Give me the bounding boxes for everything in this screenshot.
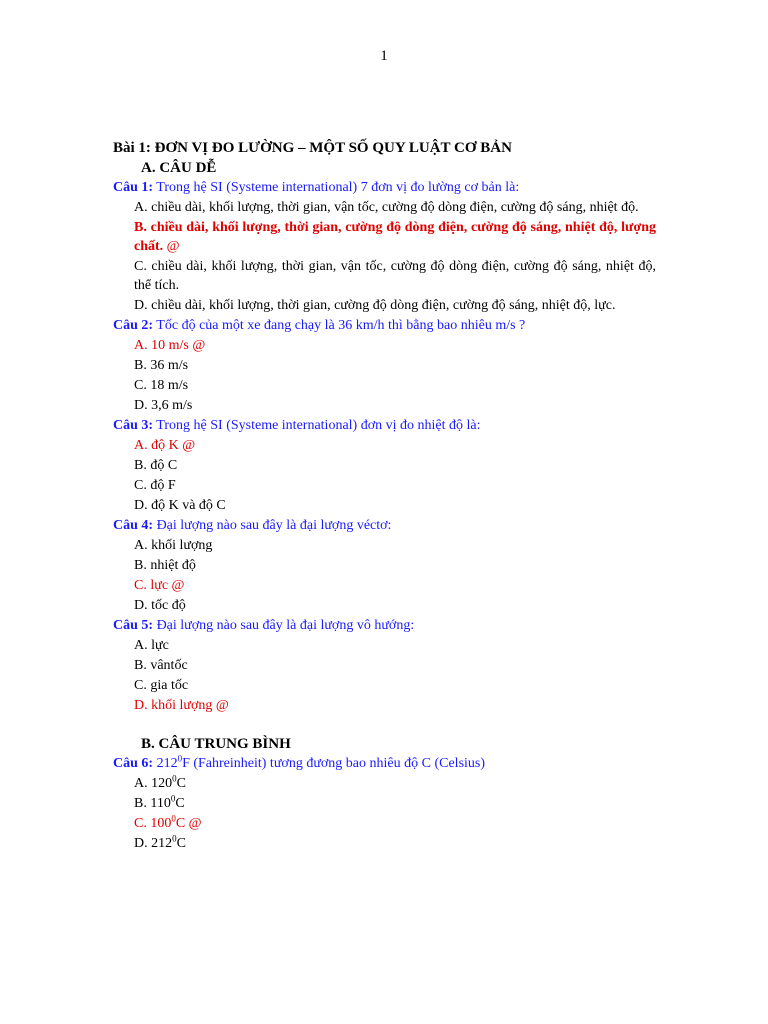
q1-option-c: C. chiều dài, khối lượng, thời gian, vận tốc, cường độ dòng điện, cường độ sáng, nhiệt độ, thể tích. [134,259,656,293]
q3-option-d: D. độ K và độ C [134,498,226,513]
q6-option-d [113,834,656,854]
q3-option-b: B. độ C [134,458,178,473]
q5-option-b: B. vântốc [134,658,188,673]
q1-option-b-mark: @ [163,239,180,254]
question-5-label: Câu 5: [113,618,154,633]
question-2 [113,316,656,336]
question-6 [113,754,656,774]
q1-option-b [113,218,656,257]
question-6-label: Câu 6: [113,756,154,771]
q5-option-a: A. lực [134,638,169,653]
q2-option-a: A. 10 m/s @ [134,338,206,353]
section-b-heading: B. CÂU TRUNG BÌNH [141,736,291,752]
q1-option-d: D. chiều dài, khối lượng, thời gian, cường độ dòng điện, cường độ sáng, nhiệt độ, lực. [134,298,616,313]
q6-option-b-unit: C [175,796,185,811]
question-3-label: Câu 3: [113,418,154,433]
question-1 [113,178,656,198]
question-4 [113,516,656,536]
q6-option-b [113,794,656,814]
q6-option-b-degree: 0 [170,793,176,804]
lesson-title: Bài 1: ĐƠN VỊ ĐO LƯỜNG – MỘT SỐ QUY LUẬT CƠ BẢN [113,140,512,156]
q6-option-d-unit: C [176,836,186,851]
q6-option-a-unit: C [176,776,186,791]
q2-option-c: C. 18 m/s [134,378,189,393]
section-a-heading: A. CÂU DỄ [141,160,217,176]
question-4-text: Đại lượng nào sau đây là đại lượng véctơ: [153,518,392,533]
q6-option-c [113,814,656,834]
q6-option-c-value: C. 100 [134,816,172,831]
q5-option-d: D. khối lượng @ [134,698,229,713]
question-3 [113,416,656,436]
question-6-degree: 0 [177,753,183,764]
q6-option-d-value: D. 212 [134,836,173,851]
q6-option-c-unit: C @ [175,816,202,831]
q2-option-d: D. 3,6 m/s [134,398,193,413]
q4-option-c: C. lực @ [134,578,185,593]
question-6-text-post: F (Fahreinheit) tương đương bao nhiêu độ C (Celsius) [182,756,486,771]
q5-option-c: C. gia tốc [134,678,189,693]
q6-option-a [113,774,656,794]
q6-option-c-degree: 0 [171,813,176,824]
question-3-text: Trong hệ SI (Systeme international) đơn vị đo nhiệt độ là: [153,418,481,433]
question-5-text: Đại lượng nào sau đây là đại lượng vô hướng: [153,618,415,633]
question-1-label: Câu 1: [113,180,154,195]
q2-option-b: B. 36 m/s [134,358,189,373]
question-5 [113,616,656,636]
q6-option-a-degree: 0 [172,773,177,784]
question-1-text: Trong hệ SI (Systeme international) 7 đơn vị đo lường cơ bản là: [153,180,520,195]
q6-option-a-value: A. 120 [134,776,173,791]
q4-option-a: A. khối lượng [134,538,213,553]
q1-option-a: A. chiều dài, khối lượng, thời gian, vận tốc, cường độ dòng điện, cường độ sáng, nhiệt độ. [134,200,639,215]
question-2-text: Tốc độ của một xe đang chạy là 36 km/h thì bằng bao nhiêu m/s ? [153,318,526,333]
q4-option-b: B. nhiệt độ [134,558,196,573]
q3-option-a: A. độ K @ [134,438,196,453]
question-2-label: Câu 2: [113,318,154,333]
document-body [113,138,656,854]
question-6-text-pre: 212 [153,756,178,771]
q6-option-d-degree: 0 [172,833,177,844]
q1-option-b-text: B. chiều dài, khối lượng, thời gian, cường độ dòng điện, cường độ sáng, nhiệt độ, lượng chất. [134,220,656,254]
q4-option-d: D. tốc độ [134,598,186,613]
q6-option-b-value: B. 110 [134,796,171,811]
question-4-label: Câu 4: [113,518,154,533]
q3-option-c: C. độ F [134,478,176,493]
page-number: 1 [380,48,388,64]
